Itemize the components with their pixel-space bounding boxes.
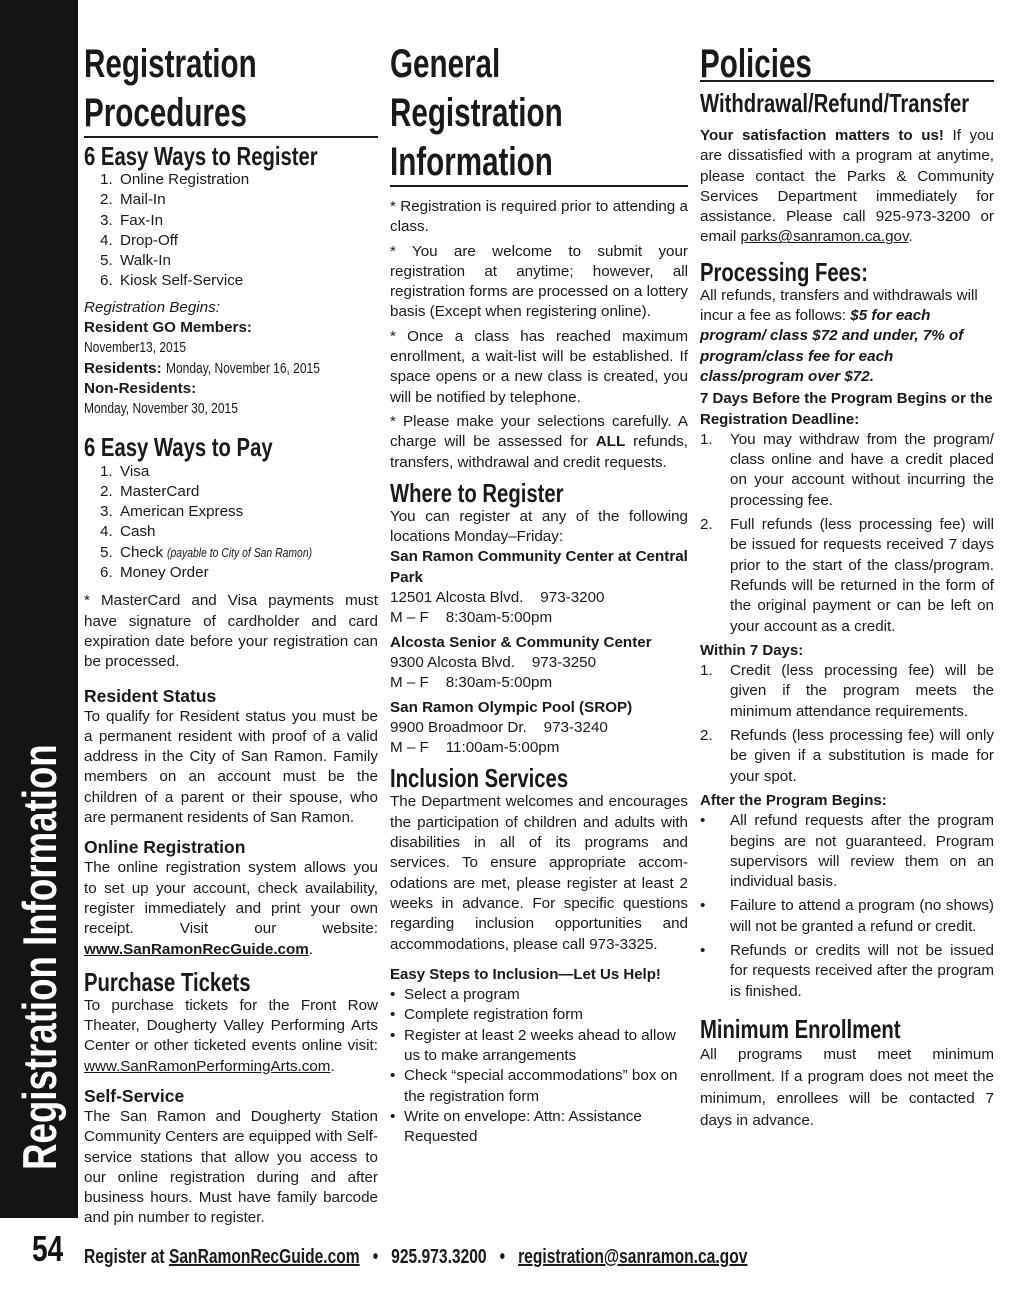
policies-subtitle: Withdrawal/Refund/Transfer — [700, 88, 970, 118]
location-name: Alcosta Senior & Community Center — [390, 633, 652, 651]
list-item: 1. Online Registration — [100, 171, 250, 188]
where-intro: You can register at any of the following locations Monday–Friday: — [390, 507, 688, 546]
list-item: 6. Kiosk Self-Service — [100, 272, 244, 290]
list-item: • Failure to attend a program (no shows) will not be granted a refund or credit. — [700, 897, 994, 935]
min-enrollment-heading: Minimum Enrollment — [700, 1013, 901, 1044]
general-para: * Once a class has reached maximum enrollment, a wait-list will be established. If space opens or a new class is created, you will be notified by telephone. — [390, 327, 688, 406]
satisfaction-text: Your satisfaction matters to us! If you are dissatisfied with a program at anytime, please contact the Parks & Community Services Department immediately for assistance. Please call 925-973-3200 or email parks@sanramon.ca.gov. — [700, 127, 994, 246]
list-item: 5. Walk-In — [100, 252, 171, 270]
ways-register-heading: 6 Easy Ways to Register — [84, 141, 318, 171]
footer-email-link[interactable]: registration@sanramon.ca.gov — [518, 1246, 748, 1268]
location-address: 12501 Alcosta Blvd. 973-3200 — [390, 589, 605, 607]
list-item: • All refund requests after the program begins are not guaranteed. Program supervisors will review them on an individual basis. — [700, 812, 994, 891]
list-item: • Select a program — [390, 985, 688, 1005]
footer-separator: • — [499, 1246, 506, 1268]
general-para: * You are welcome to submit your registration at anytime; however, all registration forms are processed on a lottery basis (Except when registering online). — [390, 242, 688, 321]
column-policies — [700, 40, 994, 1136]
general-para: * Registration is required prior to attending a class. — [390, 198, 688, 236]
ways-register-list — [84, 170, 378, 292]
list-item: 2. Full refunds (less processing fee) will be issued for requests received 7 days prior to the start of the class/program. Refunds will be returned in the form of the original payment or can be left on your account as a credit. — [700, 516, 994, 635]
list-item: 4. Cash — [100, 523, 156, 541]
ways-pay-heading: 6 Easy Ways to Pay — [84, 431, 273, 462]
min-enrollment-text: All programs must meet minimum enrollment. If a program does not meet the minimum, enrollees will be contacted 7 days in advance. — [700, 1045, 994, 1129]
payment-note: * MasterCard and Visa payments must have signature of cardholder and card expiration date before your registration can be processed. — [84, 592, 378, 671]
reg-nonresidents: Non-Residents: Monday, November 30, 2015 — [84, 379, 238, 418]
list-item: • Register at least 2 weeks ahead to allow us to make arrangements — [390, 1026, 688, 1067]
list-item: 1. You may withdraw from the program/ class online and have a credit placed on your account without incurring the processing fee. — [700, 430, 994, 509]
purchase-tickets-text: To purchase tickets for the Front Row Theater, Dougherty Valley Performing Arts Center or other ticketed events online visit: www.SanRamonPerformingArts.com. — [84, 996, 378, 1075]
registration-begins — [84, 298, 378, 420]
section-title: General — [390, 42, 501, 86]
section-title-underlined: Policies — [700, 40, 994, 82]
location-hours: M – F 8:30am-5:00pm — [390, 674, 553, 692]
list-item: 3. Fax-In — [100, 211, 164, 229]
after-program-heading: After the Program Begins: — [700, 791, 887, 809]
reg-residents: Residents: Monday, November 16, 2015 — [84, 359, 320, 377]
resident-status-text: To qualify for Resident status you must be a permanent resident with proof of a valid address in the City of San Ramon. Family members on an account must be the children of a parent or their spouse, who are permanent residents of San Ramon. — [84, 707, 378, 827]
seven-days-before-heading: 7 Days Before the Program Begins or the Registration Deadline: — [700, 390, 993, 428]
performing-arts-link[interactable]: www.SanRamonPerformingArts.com — [84, 1057, 331, 1075]
list-item: 1. Visa — [100, 462, 150, 480]
location-name: San Ramon Community Center at Central Park — [390, 548, 688, 586]
self-service-heading: Self-Service — [84, 1085, 185, 1106]
location-hours: M – F 11:00am-5:00pm — [390, 739, 560, 757]
where-to-register-heading: Where to Register — [390, 477, 564, 508]
purchase-tickets-heading: Purchase Tickets — [84, 966, 251, 997]
self-service-text: The San Ramon and Dougherty Station Community Centers are equipped with Self-service stations that allow you access to our online registration during and after business hours. Must have family barcode and pin number to register. — [84, 1107, 378, 1227]
inclusion-text: The Department welcomes and encourages the participation of children and adults with disabilities in all of its programs and services. To ensure appropriate accom-odations are met, please register at least 2 weeks in advance. For specific questions regarding inclusion opportunities and accommodations, please call 973-3325. — [390, 793, 688, 953]
list-item: • Check “special accommodations” box on the registration form — [390, 1066, 688, 1107]
list-item: 4. Drop-Off — [100, 231, 178, 249]
section-title-underlined: Procedures — [84, 89, 378, 138]
location-block — [390, 698, 688, 759]
location-address: 9900 Broadmoor Dr. 973-3240 — [390, 718, 608, 736]
reg-begins-label: Registration Begins: — [84, 298, 220, 316]
sidebar-title: Registration Information — [13, 744, 66, 1170]
list-item: 2. Mail-In — [100, 191, 166, 209]
general-para: * Please make your selections carefully. A charge will be assessed for ALL refunds, transfers, withdrawal and credit requests. — [390, 412, 688, 471]
list-item: • Refunds or credits will not be issued for requests received after the program is finished. — [700, 941, 994, 1000]
location-address: 9300 Alcosta Blvd. 973-3250 — [390, 653, 597, 671]
list-item: 5. Check (payable to City of San Ramon) — [102, 543, 378, 563]
list-item: 1. Credit (less processing fee) will be given if the program meets the minimum attendance requirements. — [700, 662, 994, 720]
inclusion-steps-list — [390, 985, 688, 1147]
location-name: San Ramon Olympic Pool (SROP) — [390, 698, 633, 716]
footer-phone: 925.973.3200 — [391, 1246, 487, 1268]
location-block — [390, 633, 688, 694]
list-item: • Write on envelope: Attn: Assistance Requested — [390, 1107, 688, 1148]
page-number: 54 — [32, 1228, 64, 1269]
location-block — [390, 547, 688, 628]
parks-email-link[interactable]: parks@sanramon.ca.gov — [740, 228, 909, 246]
online-registration-heading: Online Registration — [84, 837, 246, 858]
list-item: 2. Refunds (less processing fee) will only be given if a substitution is made for your spot. — [700, 727, 994, 785]
within-seven-days-heading: Within 7 Days: — [700, 641, 804, 659]
location-hours: M – F 8:30am-5:00pm — [390, 609, 553, 627]
section-title-underlined: Information — [390, 138, 688, 187]
check-note: (payable to City of San Ramon) — [167, 544, 313, 560]
processing-fees-text: All refunds, transfers and withdrawals will incur a fee as follows: $5 for each program/ class $72 and under, 7% of program/class fee for each class/program over $72. — [700, 286, 978, 385]
reg-go-members: Resident GO Members: November13, 2015 — [84, 319, 252, 357]
column-general-registration — [390, 40, 688, 1147]
rec-guide-link[interactable]: www.SanRamonRecGuide.com — [84, 940, 309, 958]
footer-separator: • — [372, 1246, 379, 1268]
list-item: 6. Money Order — [100, 564, 209, 582]
footer-prefix: Register at — [84, 1246, 169, 1268]
footer-site-link[interactable]: SanRamonRecGuide.com — [168, 1246, 360, 1268]
list-item: 3. American Express — [100, 503, 244, 521]
section-title: Registration — [390, 91, 563, 135]
resident-status-heading: Resident Status — [84, 685, 217, 706]
processing-fees-heading: Processing Fees: — [700, 256, 868, 287]
column-registration-procedures — [84, 40, 378, 1233]
inclusion-heading: Inclusion Services — [390, 763, 569, 794]
ways-pay-list — [84, 462, 378, 584]
list-item: 2. MasterCard — [100, 482, 200, 500]
online-registration-text: The online registration system allows you to set up your account, check availability, register immediately and print your own receipt. Visit our website: www.SanRamonRecGuide.com. — [84, 859, 378, 958]
inclusion-steps-heading: Easy Steps to Inclusion—Let Us Help! — [390, 965, 661, 983]
section-title: Registration — [84, 42, 257, 86]
list-item: • Complete registration form — [390, 1005, 688, 1025]
footer — [84, 1246, 935, 1269]
